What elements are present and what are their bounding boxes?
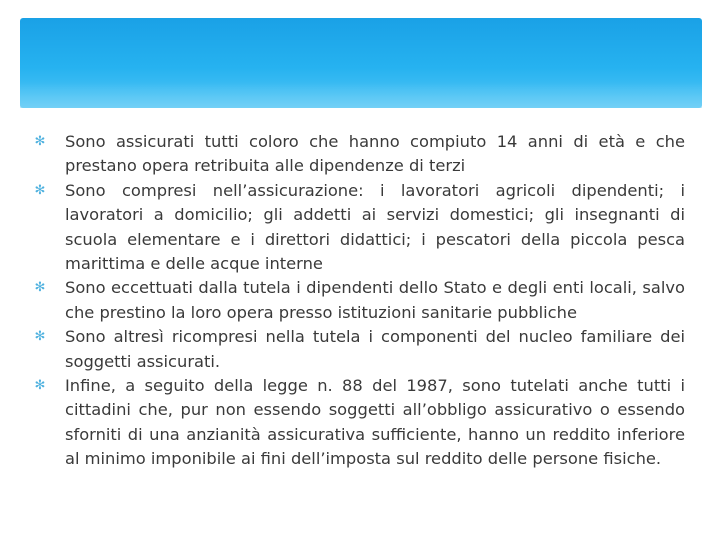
asterisk-icon: ✻ xyxy=(34,182,46,198)
bullet-item xyxy=(33,276,685,325)
slide-header-banner xyxy=(20,18,702,108)
asterisk-icon: ✻ xyxy=(34,378,46,394)
asterisk-icon: ✻ xyxy=(34,134,46,149)
asterisk-icon: ✻ xyxy=(34,280,46,296)
bullet-item xyxy=(33,130,685,179)
bullet-item xyxy=(33,374,685,472)
bullet-text: Sono eccettuati dalla tutela i dipendenti dello Stato e degli enti locali, salvo che prestino la loro opera presso istituzioni sanitarie pubbliche xyxy=(65,278,685,322)
bullet-text: Sono compresi nell’assicurazione: i lavoratori agricoli dipendenti; i lavoratori a domicilio; gli addetti ai servizi domestici; gli insegnanti di scuola elementare e i direttori didattici; i pescatori della piccola pesca marittima e delle acque interne xyxy=(65,180,685,274)
asterisk-icon: ✻ xyxy=(34,329,46,345)
bullet-text: Infine, a seguito della legge n. 88 del 1987, sono tutelati anche tutti i cittadini che, pur non essendo soggetti all’obbligo assicurativo o essendo sforniti di una anzianità assicurativa sufficiente, hanno un reddito inferiore al minimo imponibile ai fini dell’imposta sul reddito delle persone fisiche. xyxy=(65,376,685,469)
bullet-text: Sono altresì ricompresi nella tutela i componenti del nucleo familiare dei soggetti assicurati. xyxy=(65,327,685,371)
bullet-item xyxy=(33,325,685,374)
bullet-item xyxy=(33,179,685,277)
bullet-list xyxy=(33,130,685,472)
bullet-text: Sono assicurati tutti coloro che hanno compiuto 14 anni di età e che prestano opera retribuita alle dipendenze di terzi xyxy=(65,132,685,176)
